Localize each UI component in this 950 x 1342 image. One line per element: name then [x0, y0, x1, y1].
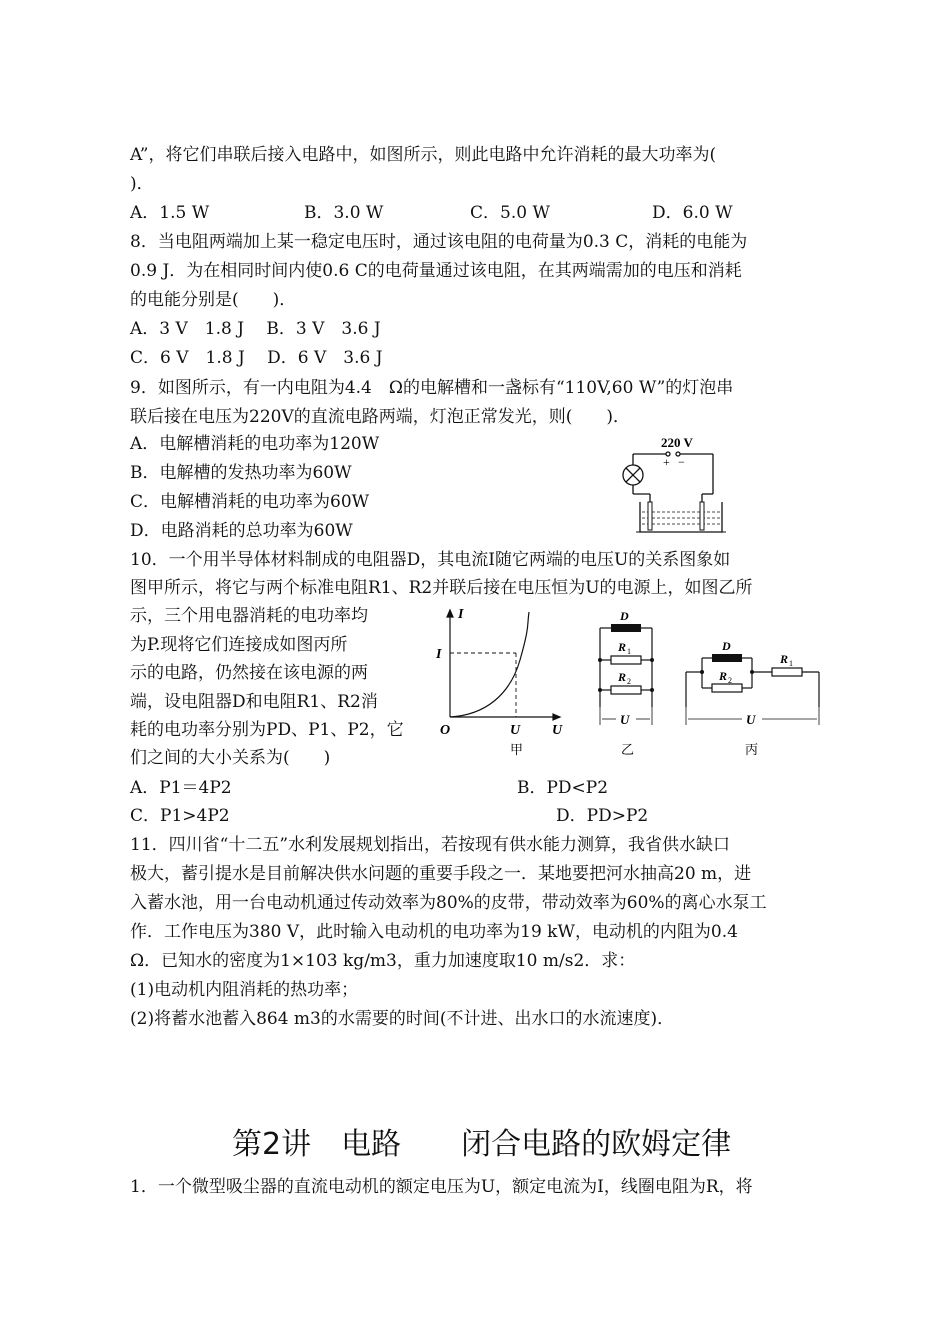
graph-x-axis-label: U	[552, 723, 563, 738]
q10-option-d: D．PD>P2	[556, 806, 649, 826]
circuit-c-r1-label: R	[780, 652, 789, 666]
q10-option-c: C．P1>4P2	[130, 806, 230, 826]
q8-options-cd: C．6 V 1.8 J D．6 V 3.6 J	[130, 348, 383, 368]
circuit-b-u-label: U	[620, 712, 630, 727]
section-title: 第2讲 电路 闭合电路的欧姆定律	[232, 1127, 732, 1162]
circuit-c-r2-subscript: 2	[728, 676, 732, 685]
q7-option-a: A．1.5 W	[130, 203, 210, 223]
graph-i-tick-label: I	[436, 647, 442, 662]
circuit-c-caption: 丙	[745, 742, 759, 757]
circuit-b-caption: 乙	[621, 742, 635, 757]
q11-stem-line: Ω．已知水的密度为1×103 kg/m3，重力加速度取10 m/s2．求：	[130, 951, 636, 971]
plus-sign: +	[663, 455, 670, 469]
voltage-label: 220 V	[661, 435, 693, 450]
q9-option-a: A．电解槽消耗的电功率为120W	[130, 434, 380, 454]
q7-option-c: C．5.0 W	[470, 203, 550, 223]
graph-u-tick-label: U	[510, 723, 521, 738]
q9-option-b: B．电解槽的发热功率为60W	[130, 463, 352, 483]
q11-subquestion-1: (1)电动机内阻消耗的热功率；	[130, 980, 359, 1000]
circuit-c-r2-label: R	[719, 669, 728, 683]
q11-stem-line: 极大，蓄引提水是目前解决供水问题的重要手段之一．某地要把河水抽高20 m，进	[130, 864, 752, 884]
minus-sign: −	[678, 455, 685, 469]
circuit-b-r2-label: R	[618, 670, 627, 684]
q8-stem-line: 的电能分别是( )．	[130, 290, 297, 310]
q10-figure	[430, 600, 830, 760]
q11-stem-line: 入蓄水池，用一台电动机通过传动效率为80%的皮带，带动效率为60%的离心水泵工	[130, 893, 767, 913]
circuit-b-r1-label: R	[618, 640, 627, 654]
q10-option-a: A．P1＝4P2	[130, 778, 232, 798]
q11-subquestion-2: (2)将蓄水池蓄入864 m3的水需要的时间(不计进、出水口的水流速度)．	[130, 1009, 675, 1029]
circuit-b-r2-subscript: 2	[627, 677, 631, 686]
q9-option-d: D．电路消耗的总功率为60W	[130, 521, 353, 541]
q7-option-b: B．3.0 W	[304, 203, 384, 223]
q10-stem-line: 耗的电功率分别为PD、P1、P2，它	[130, 720, 404, 740]
q10-stem-line: 图甲所示，将它与两个标准电阻R1、R2并联后接在电压恒为U的电源上，如图乙所	[130, 578, 753, 598]
q8-stem-line: 0.9 J．为在相同时间内使0.6 C的电荷量通过该电阻，在其两端需加的电压和消耗	[130, 261, 742, 281]
q10-stem-line: 示，三个用电器消耗的电功率均	[130, 606, 368, 626]
q11-stem-line: 11．四川省“十二五”水利发展规划指出，若按现有供水能力测算，我省供水缺口	[130, 835, 731, 855]
q10-stem-line: 10．一个用半导体材料制成的电阻器D，其电流I随它两端的电压U的关系图象如	[130, 550, 731, 570]
circuit-c-u-label: U	[746, 712, 756, 727]
graph-caption: 甲	[510, 742, 524, 757]
q10-stem-line: 们之间的大小关系为( )	[130, 748, 331, 768]
graph-y-axis-label: I	[458, 607, 464, 622]
q9-stem-line: 9．如图所示，有一内电阻为4.4 Ω的电解槽和一盏标有“110V,60 W”的灯泡串	[130, 378, 734, 398]
q11-stem-line: 作．工作电压为380 V，此时输入电动机的电功率为19 kW，电动机的内阻为0.4	[130, 922, 738, 942]
q9-option-c: C．电解槽消耗的电功率为60W	[130, 492, 370, 512]
q10-stem-line: 为P.现将它们连接成如图丙所	[130, 635, 348, 655]
q7-option-d: D．6.0 W	[652, 203, 733, 223]
q10-option-b: B．PD<P2	[517, 778, 609, 798]
q9-stem-line: 联后接在电压为220V的直流电路两端，灯泡正常发光，则( )．	[130, 407, 630, 427]
graph-origin-label: O	[440, 723, 451, 738]
q7-stem-end: )．	[130, 174, 154, 194]
next-question-line: 1．一个微型吸尘器的直流电动机的额定电压为U，额定电流为I，线圈电阻为R，将	[130, 1177, 753, 1197]
iu-graph	[447, 610, 560, 720]
circuit-c-d-label: D	[722, 639, 731, 653]
q9-circuit-figure	[618, 432, 738, 537]
q10-stem-line: 端，设电阻器D和电阻R1、R2消	[130, 692, 378, 712]
circuit-b-r1-subscript: 1	[627, 647, 631, 656]
q8-options-ab: A．3 V 1.8 J B．3 V 3.6 J	[130, 319, 381, 339]
q7-stem-line: A”，将它们串联后接入电路中，如图所示，则此电路中允许消耗的最大功率为(	[130, 145, 717, 165]
q8-stem-line: 8．当电阻两端加上某一稳定电压时，通过该电阻的电荷量为0.3 C，消耗的电能为	[130, 232, 748, 252]
circuit-c-r1-subscript: 1	[789, 659, 793, 668]
q10-stem-line: 示的电路，仍然接在该电源的两	[130, 663, 368, 683]
circuit-b-d-label: D	[620, 609, 629, 623]
